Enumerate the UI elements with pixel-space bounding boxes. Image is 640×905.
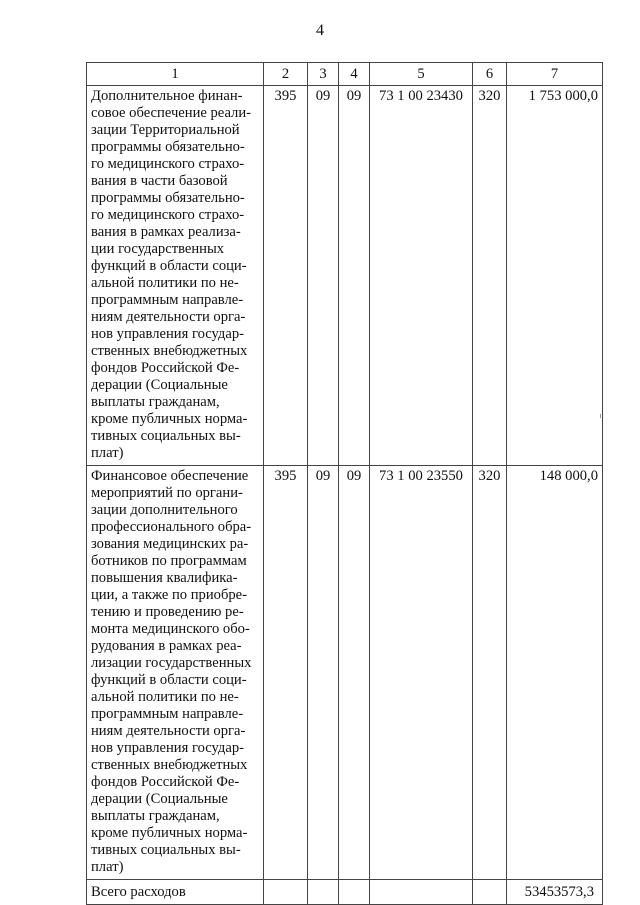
page-number: 4	[316, 22, 324, 39]
total-empty-cell	[339, 880, 370, 905]
row-description: Финансовое обеспечение мероприятий по органи- зации дополнительного профессионального обра- зования медицинских ра- ботников по программам повышения квалифика- ции, а также по приобре- тению и проведению ре- монта медицинского обо- рудования в рамках реа- лизации государственных функций в области соци- альной политики по не- программным направле- ниям деятельности орга- нов управления государ- ственных внебюджетных фондов Российской Фе- дерации (Социальные выплаты гражданам, кроме публичных норма- тивных социальных вы- плат)	[87, 466, 264, 880]
total-row	[87, 880, 603, 905]
row-col-5: 73 1 00 23550	[370, 466, 473, 880]
header-col-1: 1	[87, 63, 264, 86]
row-col-3: 09	[308, 86, 339, 466]
row-col-3: 09	[308, 466, 339, 880]
total-amount: 53453573,3	[507, 880, 603, 905]
row-col-7: 148 000,0	[507, 466, 603, 880]
header-col-3: 3	[308, 63, 339, 86]
row-description: Дополнительное финан- совое обеспечение реали- зации Территориальной программы обязательно- го медицинского страхо- вания в части базовой программы обязательно- го медицинского страхо- вания в рамках реализа- ции государственных функций в области соци- альной политики по не- программным направле- ниям деятельности орга- нов управления государ- ственных внебюджетных фондов Российской Фе- дерации (Социальные выплаты гражданам, кроме публичных норма- тивных социальных вы- плат)	[87, 86, 264, 466]
header-col-7: 7	[507, 63, 603, 86]
row-col-5: 73 1 00 23430	[370, 86, 473, 466]
header-col-5: 5	[370, 63, 473, 86]
row-col-6: 320	[473, 86, 507, 466]
total-empty-cell	[264, 880, 308, 905]
table-header-row	[87, 63, 603, 86]
row-col-4: 09	[339, 466, 370, 880]
header-col-6: 6	[473, 63, 507, 86]
header-col-4: 4	[339, 63, 370, 86]
header-col-2: 2	[264, 63, 308, 86]
table-row	[87, 466, 603, 880]
row-col-7: 1 753 000,0	[507, 86, 603, 466]
budget-table	[86, 62, 603, 905]
row-col-2: 395	[264, 466, 308, 880]
scan-edge-mark	[600, 414, 601, 418]
total-empty-cell	[308, 880, 339, 905]
total-label: Всего расходов	[87, 880, 264, 905]
row-col-4: 09	[339, 86, 370, 466]
total-empty-cell	[473, 880, 507, 905]
table-row	[87, 86, 603, 466]
row-col-6: 320	[473, 466, 507, 880]
row-col-2: 395	[264, 86, 308, 466]
total-empty-cell	[370, 880, 473, 905]
